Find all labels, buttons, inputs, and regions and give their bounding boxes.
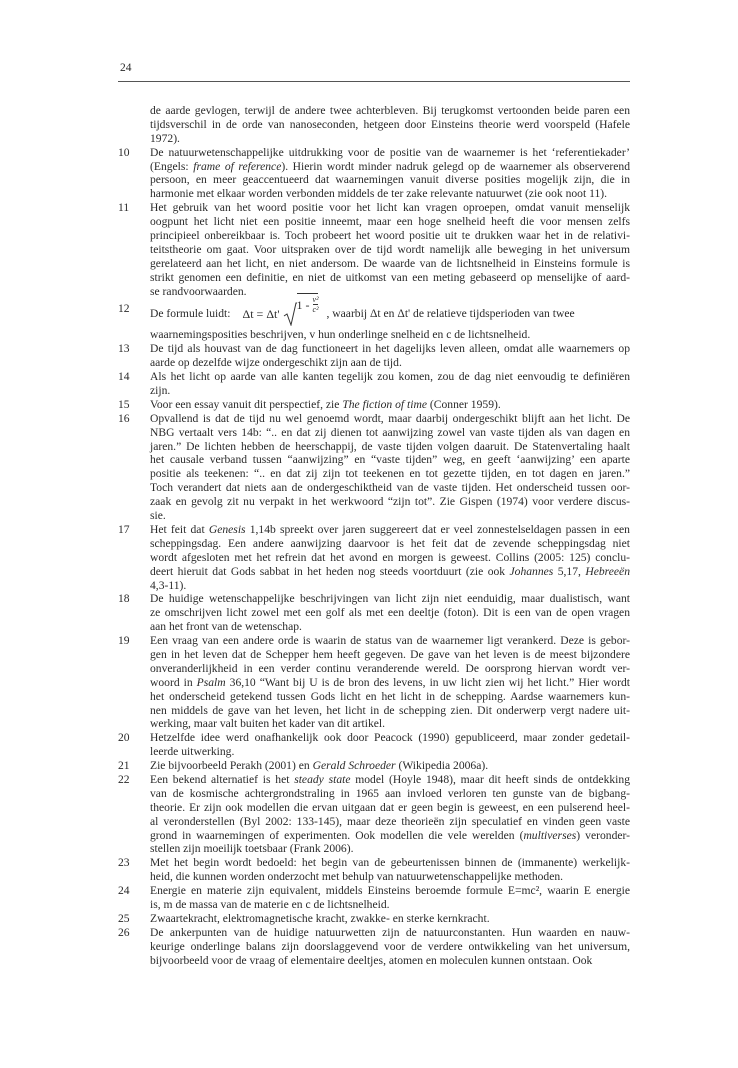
text-line: [150, 773, 630, 787]
line-content: [150, 717, 630, 731]
line-content: [150, 690, 630, 704]
text-line: [150, 606, 630, 620]
endnote-number: 16: [118, 411, 130, 425]
text-line: [150, 662, 630, 676]
line-content: [150, 787, 630, 801]
text-segment: Toch verandert dat niets aan de ondergeschiktheid van de vaste tijden. Het onderscheid tussen oor-: [150, 481, 630, 495]
text-segment: Zwaartekracht, elektromagnetische kracht, zwakke- en sterke kernkracht.: [150, 911, 490, 925]
text-line: [150, 215, 630, 229]
endnote-21: [118, 759, 630, 773]
line-content: [150, 398, 630, 412]
text-segment: scheppingsdag. Een andere aanwijzing daarvoor is het feit dat de zevende scheppingsdag niet: [150, 536, 630, 550]
text-line: [150, 229, 630, 243]
italic-text: Psalm: [196, 675, 226, 689]
formula-explanation: , waarbij Δt en Δt' de relatieve tijdsperioden van twee: [326, 307, 575, 321]
line-content: [150, 160, 630, 174]
line-content: [150, 215, 630, 229]
square-root: [283, 295, 319, 326]
text-line: [150, 787, 630, 801]
text-segment: Als het licht op aarde van alle kanten tegelijk zou komen, zou de dag niet eenvoudig te definiëren: [150, 370, 630, 384]
text-line: [150, 690, 630, 704]
line-content: [150, 342, 630, 356]
endnote-number: 19: [118, 634, 130, 648]
text-segment: aan het front van de wetenschap.: [150, 620, 302, 634]
text-segment: Een vraag van een andere orde is waarin de status van de waarnemer ligt verankerd. Deze is gebor-: [150, 634, 630, 648]
text-line: [150, 592, 630, 606]
line-content: [150, 243, 630, 257]
text-segment: gerelateerd aan het licht, en niet andersom. De waarde van de lichtsnelheid in Einsteins formule is: [150, 256, 630, 270]
endnote-number: 26: [118, 925, 130, 939]
text-segment: ). Hierin wordt minder nadruk gelegd op de waarnemer als observerend: [281, 159, 630, 173]
endnote-number: 18: [118, 592, 130, 606]
text-segment: keurige onderlinge balans zijn doorslaggevend voor de verdere ontwikkeling van het universum,: [150, 939, 630, 953]
line-content: [150, 229, 630, 243]
italic-text: frame of reference: [193, 159, 282, 173]
denominator: c²: [312, 305, 319, 315]
line-content: [150, 370, 630, 384]
line-content: [150, 509, 630, 523]
text-line: [150, 856, 630, 870]
text-line: [150, 815, 630, 829]
text-segment: zaak en gevolg zit nu verpakt in het werkwoord “zijn tot”. Zie Gispen (1974) voor verdere discus-: [150, 495, 630, 509]
text-line: [150, 384, 630, 398]
text-segment: werking, maar valt buiten het kader van dit artikel.: [150, 717, 386, 731]
endnote-19: [118, 634, 630, 731]
text-line: [150, 132, 630, 146]
italic-text: Genesis: [208, 522, 246, 536]
text-line: [150, 731, 630, 745]
text-segment: De tijd als houvast van de dag functioneert in het dagelijks leven alleen, omdat alle waarnemers op: [150, 342, 630, 356]
text-segment: van de kosmische achtergrondstraling in 1965 aan invloed verloren ten gunste van de bigbang-: [150, 786, 630, 800]
line-content: [150, 384, 630, 398]
text-line: [150, 509, 630, 523]
text-line: [150, 467, 630, 481]
line-content: [150, 328, 630, 342]
italic-text: Hebreeën: [585, 564, 630, 578]
line-content: [150, 257, 630, 271]
line-content: [150, 146, 630, 160]
text-segment: gen in het leven dat de Schepper hem heeft gegeven. De gave van het leven is de meest bijzondere: [150, 647, 630, 661]
text-line: [150, 146, 630, 160]
endnote-11: [118, 201, 630, 298]
line-content: [150, 912, 630, 926]
text-segment: ) veronder-: [576, 828, 630, 842]
line-content: [150, 815, 630, 829]
line-content: [150, 579, 630, 593]
line-content: [150, 870, 630, 884]
text-line: [150, 398, 630, 412]
text-line: [150, 412, 630, 426]
text-segment: is, m de massa van de materie en c de lichtsnelheid.: [150, 897, 390, 911]
line-content: [150, 856, 630, 870]
endnote-number: 21: [118, 759, 130, 773]
line-content: [150, 285, 630, 299]
text-line: [150, 537, 630, 551]
endnote-17: [118, 523, 630, 592]
text-segment: 1,14b spreekt over jaren suggereert dat er veel zonnestelseldagen passen in een: [245, 522, 630, 536]
text-line: [150, 173, 630, 187]
line-content: [150, 648, 630, 662]
text-segment: De natuurwetenschappelijke uitdrukking voor de positie van de waarnemer is het ‘referentiekader’: [150, 145, 630, 159]
endnote-number: 13: [118, 342, 130, 356]
line-content: [150, 926, 630, 940]
endnote-20: [118, 731, 630, 759]
line-content: [150, 676, 630, 690]
endnote-26: [118, 926, 630, 968]
header-rule: [118, 81, 630, 82]
text-line: [150, 579, 630, 593]
text-line: [150, 884, 630, 898]
line-content: [150, 187, 630, 201]
line-content: [150, 481, 630, 495]
fraction: [313, 295, 319, 314]
text-segment: Zie bijvoorbeeld Perakh (2001) en: [150, 759, 313, 773]
italic-text: multiverses: [523, 828, 577, 842]
text-line: [150, 523, 630, 537]
line-content: [150, 773, 630, 787]
text-line: [150, 257, 630, 271]
text-segment: bijvoorbeeld voor de vraag of elementaire deeltjes, atomen en moleculen kunnen ontstaan. Ook: [150, 953, 593, 967]
text-segment: leerde uitwerking.: [150, 745, 235, 759]
line-content: [150, 467, 630, 481]
line-content: [150, 356, 630, 370]
text-segment: tijdsverschil in de orde van nanoseconden, hetgeen door Einsteins theorie werd voorspeld (Hafele: [150, 117, 630, 131]
text-segment: woord in: [150, 675, 197, 689]
formula-lhs: Δt = Δt': [242, 307, 280, 322]
text-segment: (Conner 1959).: [427, 397, 501, 411]
text-segment: De ankerpunten van de huidige natuurwetten zijn de natuurconstanten. Hun waarden en nauw-: [150, 925, 630, 939]
endnotes-list: [118, 104, 630, 967]
text-segment: De huidige wetenschappelijke beschrijvingen van licht zijn niet eenduidig, maar dualistisch, want: [150, 592, 630, 606]
text-line: [150, 648, 630, 662]
page-number: 24: [120, 62, 132, 74]
line-content: [150, 745, 630, 759]
text-line: [150, 870, 630, 884]
line-content: [150, 271, 630, 285]
text-line: [150, 926, 630, 940]
text-segment: positie als teekenen: “.. en dat zij zijn tot teekenen en tot gezette tijden, en tot dagen en jaren.”: [150, 467, 630, 481]
line-content: [150, 662, 630, 676]
text-line: [150, 342, 630, 356]
line-content: [150, 842, 630, 856]
text-line: [150, 285, 630, 299]
text-line: [150, 898, 630, 912]
text-segment: zijn.: [150, 384, 171, 398]
text-line: [150, 551, 630, 565]
line-content: [150, 201, 630, 215]
text-line: [150, 356, 630, 370]
text-segment: al veronderstellen (Byl 2002: 133-145), maar deze theorieën zijn speculatief en vinden geen vaste: [150, 814, 630, 828]
text-line: [150, 440, 630, 454]
text-line: [150, 118, 630, 132]
text-segment: sie.: [150, 509, 166, 523]
endnote-number: 24: [118, 884, 130, 898]
italic-text: The fiction of time: [342, 397, 428, 411]
text-line: [150, 481, 630, 495]
text-segment: (Engels:: [150, 159, 194, 173]
line-content: [150, 104, 630, 118]
line-content: [150, 173, 630, 187]
text-line: [150, 160, 630, 174]
text-line: [150, 565, 630, 579]
line-content: [150, 523, 630, 537]
text-line: [150, 801, 630, 815]
text-segment: 4,3-11).: [150, 578, 187, 592]
line-content: [150, 634, 630, 648]
text-segment: persoon, en meer geaccentueerd dat waarnemingen vanuit diverse posities mogelijk zijn, die in: [150, 173, 630, 187]
line-content: [150, 606, 630, 620]
line-content: [150, 426, 630, 440]
text-segment: Met het begin wordt bedoeld: het begin van de gebeurtenissen binnen de (immanente) werkelijk-: [150, 856, 630, 870]
text-segment: Een bekend alternatief is het: [150, 772, 295, 786]
text-segment: 5,17,: [553, 564, 586, 578]
line-content: [150, 801, 630, 815]
endnote-16: [118, 412, 630, 523]
text-line: [150, 704, 630, 718]
line-content: [150, 759, 630, 773]
text-segment: oogpunt het licht niet een positie inneemt, maar een hoge snelheid heeft die voor mensen zelfs: [150, 215, 630, 229]
line-content: [150, 940, 630, 954]
text-line: [150, 759, 630, 773]
line-content: [150, 829, 630, 843]
endnote-number: 22: [118, 772, 130, 786]
endnote-number: 15: [118, 397, 130, 411]
text-segment: Hetzelfde idee werd onafhankelijk ook door Peacock (1990) gepubliceerd, maar zonder gedetail-: [150, 731, 630, 745]
endnote-number: 20: [118, 731, 130, 745]
text-segment: NBG vertaalt vers 14b: “.. en dat zij dienen tot aanwijzing zowel van vaste tijden als van dagen en: [150, 425, 630, 439]
endnote-12: [118, 295, 630, 342]
text-segment: deert hieruit dat Gods sabbat in het heden nog steeds voortduurt (zie ook: [150, 564, 510, 578]
text-segment: de aarde gevlogen, terwijl de andere twee achterbleven. Bij terugkomst vertoonden beide paren een: [150, 104, 630, 117]
radical-sign-icon: [283, 302, 297, 326]
text-line: [150, 243, 630, 257]
text-segment: jaren.” De lichten hebben de heerschappij, de vaste tijden volgen daaruit. De Statenvertaling haalt: [150, 439, 630, 453]
text-segment: harmonie met elkaar worden verbonden middels de ter zake relevante natuurwet (zie ook noot 11).: [150, 187, 608, 201]
endnote-15: [118, 398, 630, 412]
line-content: [150, 537, 630, 551]
text-segment: se randvoorwaarden.: [150, 284, 247, 298]
line-content: [150, 495, 630, 509]
italic-text: Gerald Schroeder: [312, 759, 396, 773]
text-segment: Het feit dat: [150, 522, 209, 536]
endnote-13: [118, 342, 630, 370]
line-content: [150, 132, 630, 146]
text-line: [150, 453, 630, 467]
text-segment: waarnemingsposities beschrijven, v hun onderlinge snelheid en c de lichtsnelheid.: [150, 328, 531, 342]
line-content: [150, 118, 630, 132]
endnote-number: 12: [118, 302, 130, 316]
line-content: [150, 440, 630, 454]
text-line: [150, 370, 630, 384]
text-segment: ze omschrijven licht zowel met een golf als met een deeltje (foton). Dit is een van de open vragen: [150, 606, 630, 620]
text-segment: nen middels de gave van het leven, het licht in de schepping zien. Dit onderwerp vergt nadere uit-: [150, 703, 630, 717]
text-line: [150, 634, 630, 648]
text-segment: (Wikipedia 2006a).: [395, 759, 489, 773]
line-content: [150, 565, 630, 579]
endnote-24: [118, 884, 630, 912]
text-segment: heid, die kunnen worden onderzocht met behulp van natuurwetenschappelijke methoden.: [150, 870, 564, 884]
text-segment: stellen zijn moeilijk toetsbaar (Frank 2006).: [150, 842, 354, 856]
text-line: [150, 912, 630, 926]
text-segment: theorie. Er zijn ook modellen die ervan uitgaan dat er geen begin is geweest, en een pulserend heel-: [150, 800, 630, 814]
text-segment: teitstheorie om gaat. Voor uitspraken over de tijd wordt namelijk alle beweging in het universum: [150, 242, 630, 256]
text-line: [150, 495, 630, 509]
endnote-number: 11: [118, 201, 130, 215]
italic-text: steady state: [294, 772, 351, 786]
text-segment: model (Hoyle 1948), maar dit heeft sinds de ontdekking: [350, 772, 630, 786]
endnote-number: 14: [118, 370, 130, 384]
formula-intro: De formule luidt:: [150, 307, 231, 321]
line-content: [150, 731, 630, 745]
endnote-number: 23: [118, 856, 130, 870]
endnote-number: 10: [118, 145, 130, 159]
text-segment: aarde op dezelfde wijze ondergeschikt zijn aan de tijd.: [150, 356, 402, 370]
endnote-number: 25: [118, 911, 130, 925]
line-content: [150, 551, 630, 565]
endnote-10: [118, 146, 630, 202]
text-segment: Voor een essay vanuit dit perspectief, zie: [150, 397, 343, 411]
line-content: [150, 453, 630, 467]
text-line: [150, 620, 630, 634]
endnote-continued: [118, 104, 630, 146]
text-line: [150, 426, 630, 440]
text-segment: het onderscheid getekend tussen Gods licht en het licht in de schepping. Aardse waarnemers kun-: [150, 689, 630, 703]
text-segment: Opvallend is dat de tijd nu wel genoemd wordt, maar daarbij ondergeschikt blijft aan het licht. De: [150, 411, 630, 425]
line-content: [150, 412, 630, 426]
text-segment: onveranderlijkheid in een verder continu veranderende wereld. De oorsprong hiervan wordt ver-: [150, 661, 630, 675]
text-segment: het causale verband tussen “aanwijzing” en “vaste tijden” weg, en geeft ‘aanwijzing’ een aparte: [150, 453, 630, 467]
line-content: [150, 592, 630, 606]
text-line: [150, 187, 630, 201]
endnote-23: [118, 856, 630, 884]
text-line: [150, 676, 630, 690]
text-segment: 1972).: [150, 131, 180, 145]
text-segment: Het gebruik van het woord positie voor het licht kan vragen oproepen, omdat vanuit menselijk: [150, 201, 630, 215]
text-segment: strikt genomen een definitie, en niet de uitkomst van een meting gebaseerd op menselijke of aard-: [150, 270, 630, 284]
text-line: [150, 104, 630, 118]
text-line: [150, 201, 630, 215]
text-segment: Energie en materie zijn equivalent, middels Einsteins beroemde formule E=mc², waarin E energie: [150, 884, 630, 898]
text-line: [150, 717, 630, 731]
endnote-25: [118, 912, 630, 926]
line-content: [150, 704, 630, 718]
endnote-number: 17: [118, 522, 130, 536]
formula-line: [150, 295, 630, 326]
italic-text: Johannes: [509, 564, 554, 578]
numerator: v²: [312, 295, 319, 305]
text-line: [150, 829, 630, 843]
text-segment: grond in waarnemingen of experimenten. Ook modellen die vele werelden (: [150, 828, 524, 842]
text-segment: 36,10 “Want bij U is de bron des levens, in uw licht zien wij het licht.” Hier wordt: [225, 675, 630, 689]
text-line: [150, 842, 630, 856]
line-content: [150, 884, 630, 898]
line-content: [150, 898, 630, 912]
time-dilation-formula: [242, 295, 319, 326]
text-line: [150, 940, 630, 954]
line-content: [150, 620, 630, 634]
text-segment: wordt afgesloten met het refrein dat het avond en morgen is geweest. Collins (2005: 125) conclu-: [150, 550, 630, 564]
formula-one-minus: 1 -: [296, 297, 310, 312]
text-line: [150, 745, 630, 759]
line-content: [150, 954, 630, 968]
text-line: [150, 954, 630, 968]
endnote-22: [118, 773, 630, 856]
text-segment: principieel onbereikbaar is. Toch probeert het woord positie uit te drukken waar het in de relativi-: [150, 229, 630, 243]
text-line: [150, 328, 630, 342]
endnote-14: [118, 370, 630, 398]
text-line: [150, 271, 630, 285]
endnote-18: [118, 592, 630, 634]
